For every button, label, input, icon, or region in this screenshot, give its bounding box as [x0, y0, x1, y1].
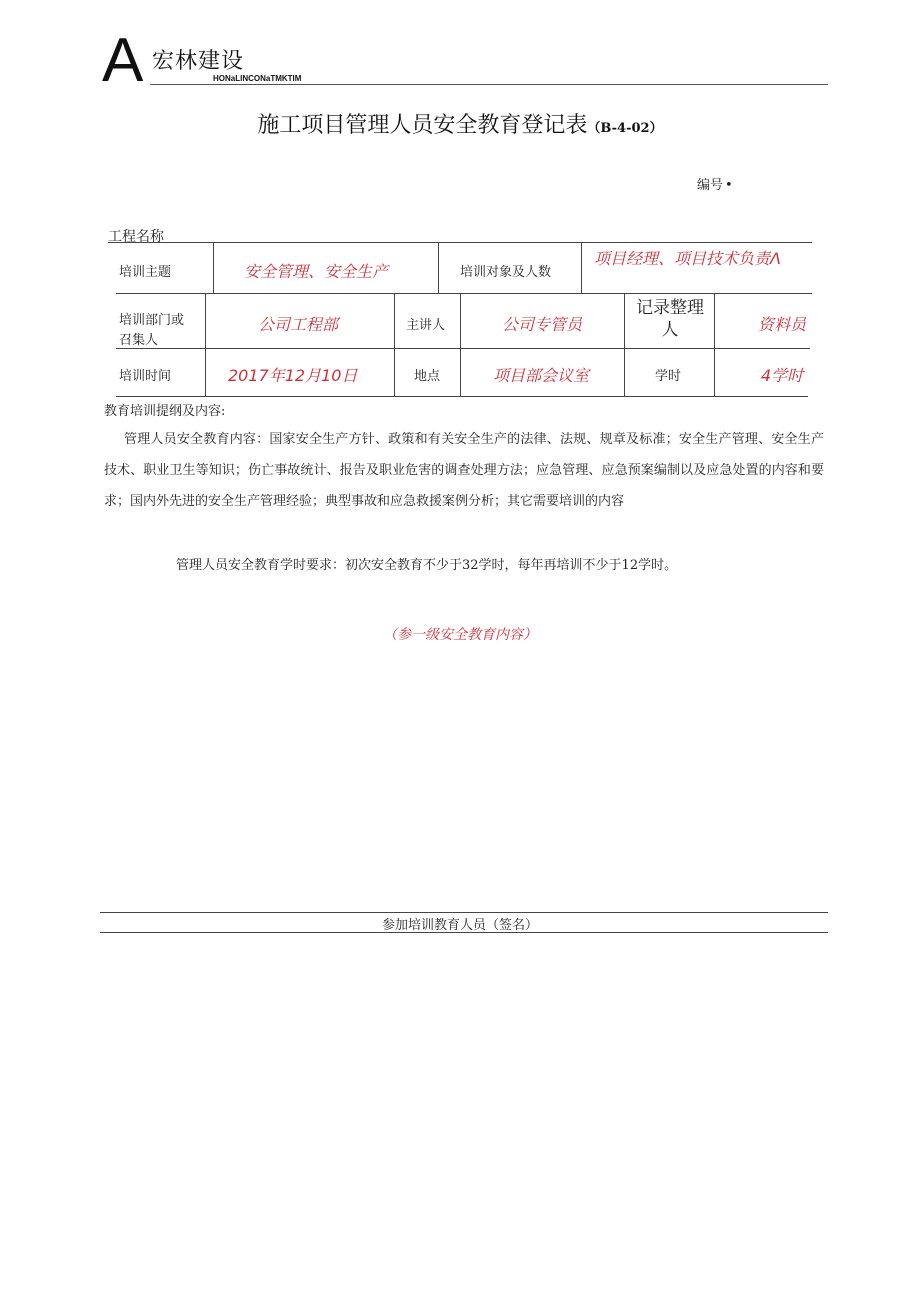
serial-number	[697, 174, 733, 193]
table-rule-2	[116, 348, 810, 349]
audience-label: 培训对象及人数	[460, 265, 552, 280]
topic-value: 安全管理、安全生产	[244, 262, 389, 281]
signature-rule-bottom	[100, 932, 828, 933]
hours-value: 4学时	[761, 366, 804, 385]
company-name-english: HONaLINCONaTMKTIM	[213, 74, 302, 83]
recorder-value: 资料员	[758, 315, 807, 334]
dept-label-line2: 召集人	[119, 333, 159, 348]
table-rule-1	[116, 293, 812, 294]
serial-mark: •	[725, 178, 733, 193]
form-code: （B-4-02）	[587, 121, 663, 136]
table-col-divider	[394, 294, 395, 396]
recorder-label-line1: 记录整理	[636, 298, 704, 318]
time-value: 2017年12月10日	[228, 366, 358, 385]
hours-label: 学时	[655, 369, 682, 384]
header-divider	[150, 84, 828, 85]
table-col-divider	[624, 294, 625, 396]
table-col-divider	[205, 294, 206, 396]
table-rule-bottom	[116, 396, 808, 397]
outline-body: 管理人员安全教育内容：国家安全生产方针、政策和有关安全生产的法律、法规、规章及标准；安全生产管理、安全生产技术、职业卫生等知识；伤亡事故统计、报告及职业危害的调查处理方法；应急管理、应急预案编制以及应急处置的内容和要求；国内外先进的安全生产管理经验；典型事故和应急救援案例分析；其它需要培训的内容	[104, 432, 824, 509]
signature-label: 参加培训教育人员（签名）	[381, 918, 538, 933]
table-col-divider	[581, 243, 582, 293]
recorder-label-line2: 人	[661, 320, 679, 340]
company-name: 宏林建设	[152, 49, 245, 74]
time-label: 培训时间	[119, 369, 172, 384]
speaker-value: 公司专管员	[502, 315, 583, 334]
company-logo-mark: A	[102, 26, 144, 95]
reference-note: （参一级安全教育内容）	[383, 627, 537, 643]
recorder-label	[626, 297, 714, 341]
table-col-divider	[460, 294, 461, 396]
dept-label-line1: 培训部门或	[119, 313, 185, 328]
outline-heading: 教育培训提纲及内容:	[104, 404, 226, 419]
table-col-divider	[213, 243, 214, 293]
speaker-label: 主讲人	[406, 318, 446, 333]
document-title	[0, 108, 920, 139]
table-col-divider	[714, 294, 715, 396]
hours-requirement: 管理人员安全教育学时要求：初次安全教育不少于32学时，每年再培训不少于12学时。	[176, 558, 678, 573]
place-label: 地点	[414, 369, 441, 384]
place-value: 项目部会议室	[493, 366, 590, 385]
title-main: 施工项目管理人员安全教育登记表	[257, 113, 588, 138]
table-col-divider	[438, 243, 439, 293]
audience-value: 项目经理、项目技术负责Λ	[594, 249, 781, 268]
dept-label	[119, 311, 184, 351]
project-name-label: 工程名称	[108, 229, 164, 245]
serial-label: 编号	[697, 178, 724, 193]
topic-label: 培训主题	[119, 265, 172, 280]
signature-rule-top	[100, 912, 828, 913]
dept-value: 公司工程部	[258, 315, 339, 334]
